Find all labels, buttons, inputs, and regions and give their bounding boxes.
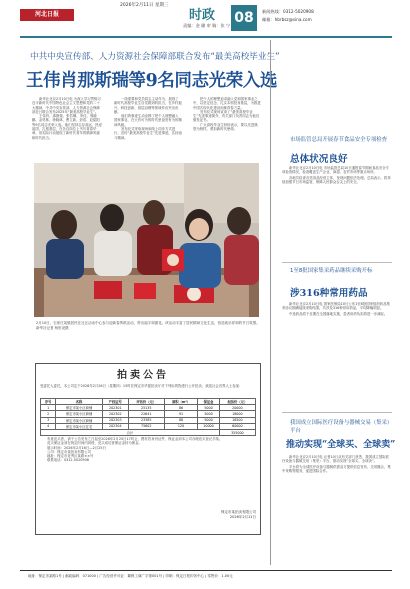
table-cell: 202302 <box>102 411 128 417</box>
paragraph: 王伟肖、那斯瑞、张若琳、李佳、邢晓鹏、金昊林、徐晓林、曹立新、彭浩、赵铭阳等9名同志光荣入选。他们坚持志存高远，热爱祖国，扎根基层，在各自岗位上书写青春华章，用实际行动展现了新时代青年的精神风貌和时代担当。 <box>32 114 102 140</box>
story3-headline: 推动实现“全球买、全球卖” <box>286 440 396 450</box>
note-line: 展示时间：2026年2月16日—2月25日 <box>47 445 106 450</box>
story2-headline: 涉316种常用药品 <box>290 288 368 299</box>
section-title: 时政 <box>189 8 216 23</box>
table-cell: 18500 <box>219 417 255 423</box>
table-cell: 保定市某小区住宅 <box>56 423 103 429</box>
lead-headline: 王伟肖那斯瑞等9名同志光荣入选 <box>26 71 278 91</box>
auction-table <box>40 398 256 436</box>
table-cell: 20000 <box>219 405 255 411</box>
masthead-date: 2026年2月11日 星期三 <box>120 3 169 8</box>
paragraph: 一线需要和党员同志主动作为，展现了新时代高校毕业生自觉做到的担当，在乡村振兴、科技创新、基层治理等领域作出突出贡献。 <box>114 97 182 114</box>
table-cell: 2 <box>41 411 56 417</box>
story-divider <box>282 262 392 263</box>
lead-column-2 <box>114 97 182 140</box>
table-cell: 202303 <box>102 417 128 423</box>
paragraph: 新华社北京2月10日电 为深入学习贯彻习近平新时代中国特色社会主义思想和党的二十大精神，中共中央宣传部、人力资源社会保障部近日联合发布2025年“最美高校毕业生”。 <box>32 97 101 114</box>
lead-kicker: 中共中央宣传部、人力资源社会保障部联合发布“最美高校毕业生” <box>30 52 280 62</box>
lead-column-3 <box>193 97 261 131</box>
total-label: 合计 <box>41 429 220 435</box>
table-cell: 88 <box>164 417 197 423</box>
paragraph: 发布仪式采取现场和线上同步方式进行，宣传“最美高校毕业生”先进事迹，弘扬奋斗精神。 <box>114 127 182 140</box>
table-cell: 保定市某小区商铺 <box>56 417 103 423</box>
column-header: 保证金 <box>198 399 219 405</box>
section-editors: 责编：金 璐 审 稿：张 宁 <box>183 23 231 28</box>
story3-body <box>282 455 392 474</box>
table-cell: 202301 <box>102 405 128 411</box>
column-header: 序号 <box>41 399 56 405</box>
header-contact <box>262 8 314 24</box>
table-cell: 3 <box>41 417 56 423</box>
paragraph: 发布仪式现场宣读了“最美高校毕业生”先进事迹简介，有关部门负责同志为他们颁发证书。 <box>193 109 260 123</box>
table-cell: 1 <box>41 405 56 411</box>
story2-kicker: 1至8批国家集采药品继续采购开标 <box>290 268 373 274</box>
paragraph: 把个人的理想追求融入党和国家事业之中，以坚定信念、扎实本领投身基层，为推进中国式现代化建设贡献青春力量。 <box>193 97 261 110</box>
news-photo <box>34 163 259 317</box>
table-cell: 25135 <box>128 405 164 411</box>
table-cell: 5000 <box>198 417 219 423</box>
column-header: 产权证号 <box>102 399 128 405</box>
table-cell: 4 <box>41 423 56 429</box>
auction-org: 保定市某拍卖有限公司 <box>221 510 256 514</box>
newspaper-logo: 河北日报 <box>20 9 74 21</box>
table-cell: 保定市某小区商铺 <box>56 405 103 411</box>
contact-email: 邮箱：hbrbsz@sina.com <box>262 17 312 22</box>
photo-illustration <box>34 163 259 317</box>
auction-notes <box>40 437 256 463</box>
note-line: 竞买保证金须在规定时间内到账，竞买成功者保证金转为佣金。 <box>47 441 142 446</box>
note-line: 有意竞买者，请于公告发布之日起至2026年2月25日17时止，携有效身份证件、保证金到本公司办理竞买登记手续。 <box>47 437 223 441</box>
story2-body <box>282 302 392 317</box>
footer-divider <box>20 570 392 571</box>
auction-signature <box>200 510 256 520</box>
story1-kicker: 市场监管总局开展春节食品安全专项检查 <box>290 137 388 143</box>
table-cell: 18000 <box>219 411 255 417</box>
paragraph: 各地共检查各类食品经营主体，发现问题依法处理。总局表示，将持续加强节日市场监管，保障人民群众舌尖上的安全。 <box>282 175 391 184</box>
story1-headline: 总体状况良好 <box>290 154 348 165</box>
column-header: 面积（m²） <box>164 399 197 405</box>
column-divider <box>270 40 271 565</box>
total-value: 355000 <box>219 429 255 435</box>
table-cell: 22641 <box>128 411 164 417</box>
paragraph: 他们的事迹生动诠释了把个人理想融入国家事业、在大有可为的时代里奋发有为的精神风貌。 <box>114 114 182 127</box>
footer-imprint: 地址：保定市某路1号 | 邮政编码：071000 | 广告经营许可证：冀保工商广字第001号 | 印刷：保定日报印务中心 | 零售价：1.00元 <box>28 574 233 578</box>
table-cell: 120 <box>164 423 197 429</box>
paragraph: 新华社北京2月10日电 市场监管总局10日通报春节期间食品安全专项检查情况，检查覆盖生产企业、商超、农贸市场等重点场所。 <box>282 166 390 175</box>
note-line: 地址：保定市竞秀区某路××号 <box>47 454 94 459</box>
column-header: 起拍价（元） <box>219 399 255 405</box>
table-cell: 23385 <box>128 417 164 423</box>
table-cell: 60000 <box>219 423 255 429</box>
lead-column-1 <box>32 97 102 140</box>
table-cell: 10000 <box>198 423 219 429</box>
paragraph: 中选药品将于近期在全国落地实施，患者用药负担将进一步减轻。 <box>289 311 388 316</box>
story-divider <box>282 412 392 413</box>
table-total-row <box>41 429 256 435</box>
auction-title: 拍卖公告 <box>117 370 169 381</box>
note-line: 公司：保定市某拍卖有限公司 <box>47 449 92 454</box>
table-cell: 5000 <box>198 411 219 417</box>
column-header: 名称 <box>56 399 103 405</box>
paragraph: 广大高校毕业生纷纷表示，要以先进典型为榜样，勇担新时代使命。 <box>193 122 258 132</box>
page-number: 08 <box>231 5 257 31</box>
paragraph: 新华社北京2月10日电 国家医保局10日公布1至8批国家组织药品集采协议期满接续采购结果，共涉及316种常用药品，平均降幅明显。 <box>282 302 390 311</box>
table-cell: 75602 <box>128 423 164 429</box>
table-cell: 保定市某小区商铺 <box>56 411 103 417</box>
auction-intro: 受委托人委托，本公司定于2026年2月26日（星期四）15时在保定市华夏拍卖厅对下列标的物进行公开拍卖，欢迎社会各界人士参加： <box>40 384 243 388</box>
table-cell: 202304 <box>102 423 128 429</box>
story3-kicker: 我国成立国际医疗设备与器械交易（集采）平台 <box>290 420 390 434</box>
table-cell: 86 <box>164 405 197 411</box>
table-cell: 5000 <box>198 405 219 411</box>
paragraph: 新华社北京2月10日电 记者10日从有关部门获悉，我国成立国际医疗设备与器械交易（集采）平台，推动实现“全球买、全球卖”。 <box>282 455 390 464</box>
news-hotline: 新闻热线：0312-5020908 <box>262 9 314 14</box>
story1-body <box>282 166 392 185</box>
paragraph: 平台将为全球医疗设备与器械供需双方提供信息发布、交易撮合、集中采购等服务，促进国际合作。 <box>282 464 391 473</box>
column-header: 评估价（元） <box>128 399 164 405</box>
photo-caption: 2月10日，石家庄某镇居民在社区活动中心参与迎新春剪纸活动，剪出福字和窗花。该活动丰富了居民精神文化生活，营造欢乐祥和的节日氛围。新华社记者 杨世尧摄 <box>36 321 260 330</box>
auction-date: 2026年2月11日 <box>229 515 256 519</box>
note-line: 联系电话：0312-5020908 <box>47 458 89 463</box>
table-cell: 91 <box>164 411 197 417</box>
header-divider <box>20 36 392 38</box>
